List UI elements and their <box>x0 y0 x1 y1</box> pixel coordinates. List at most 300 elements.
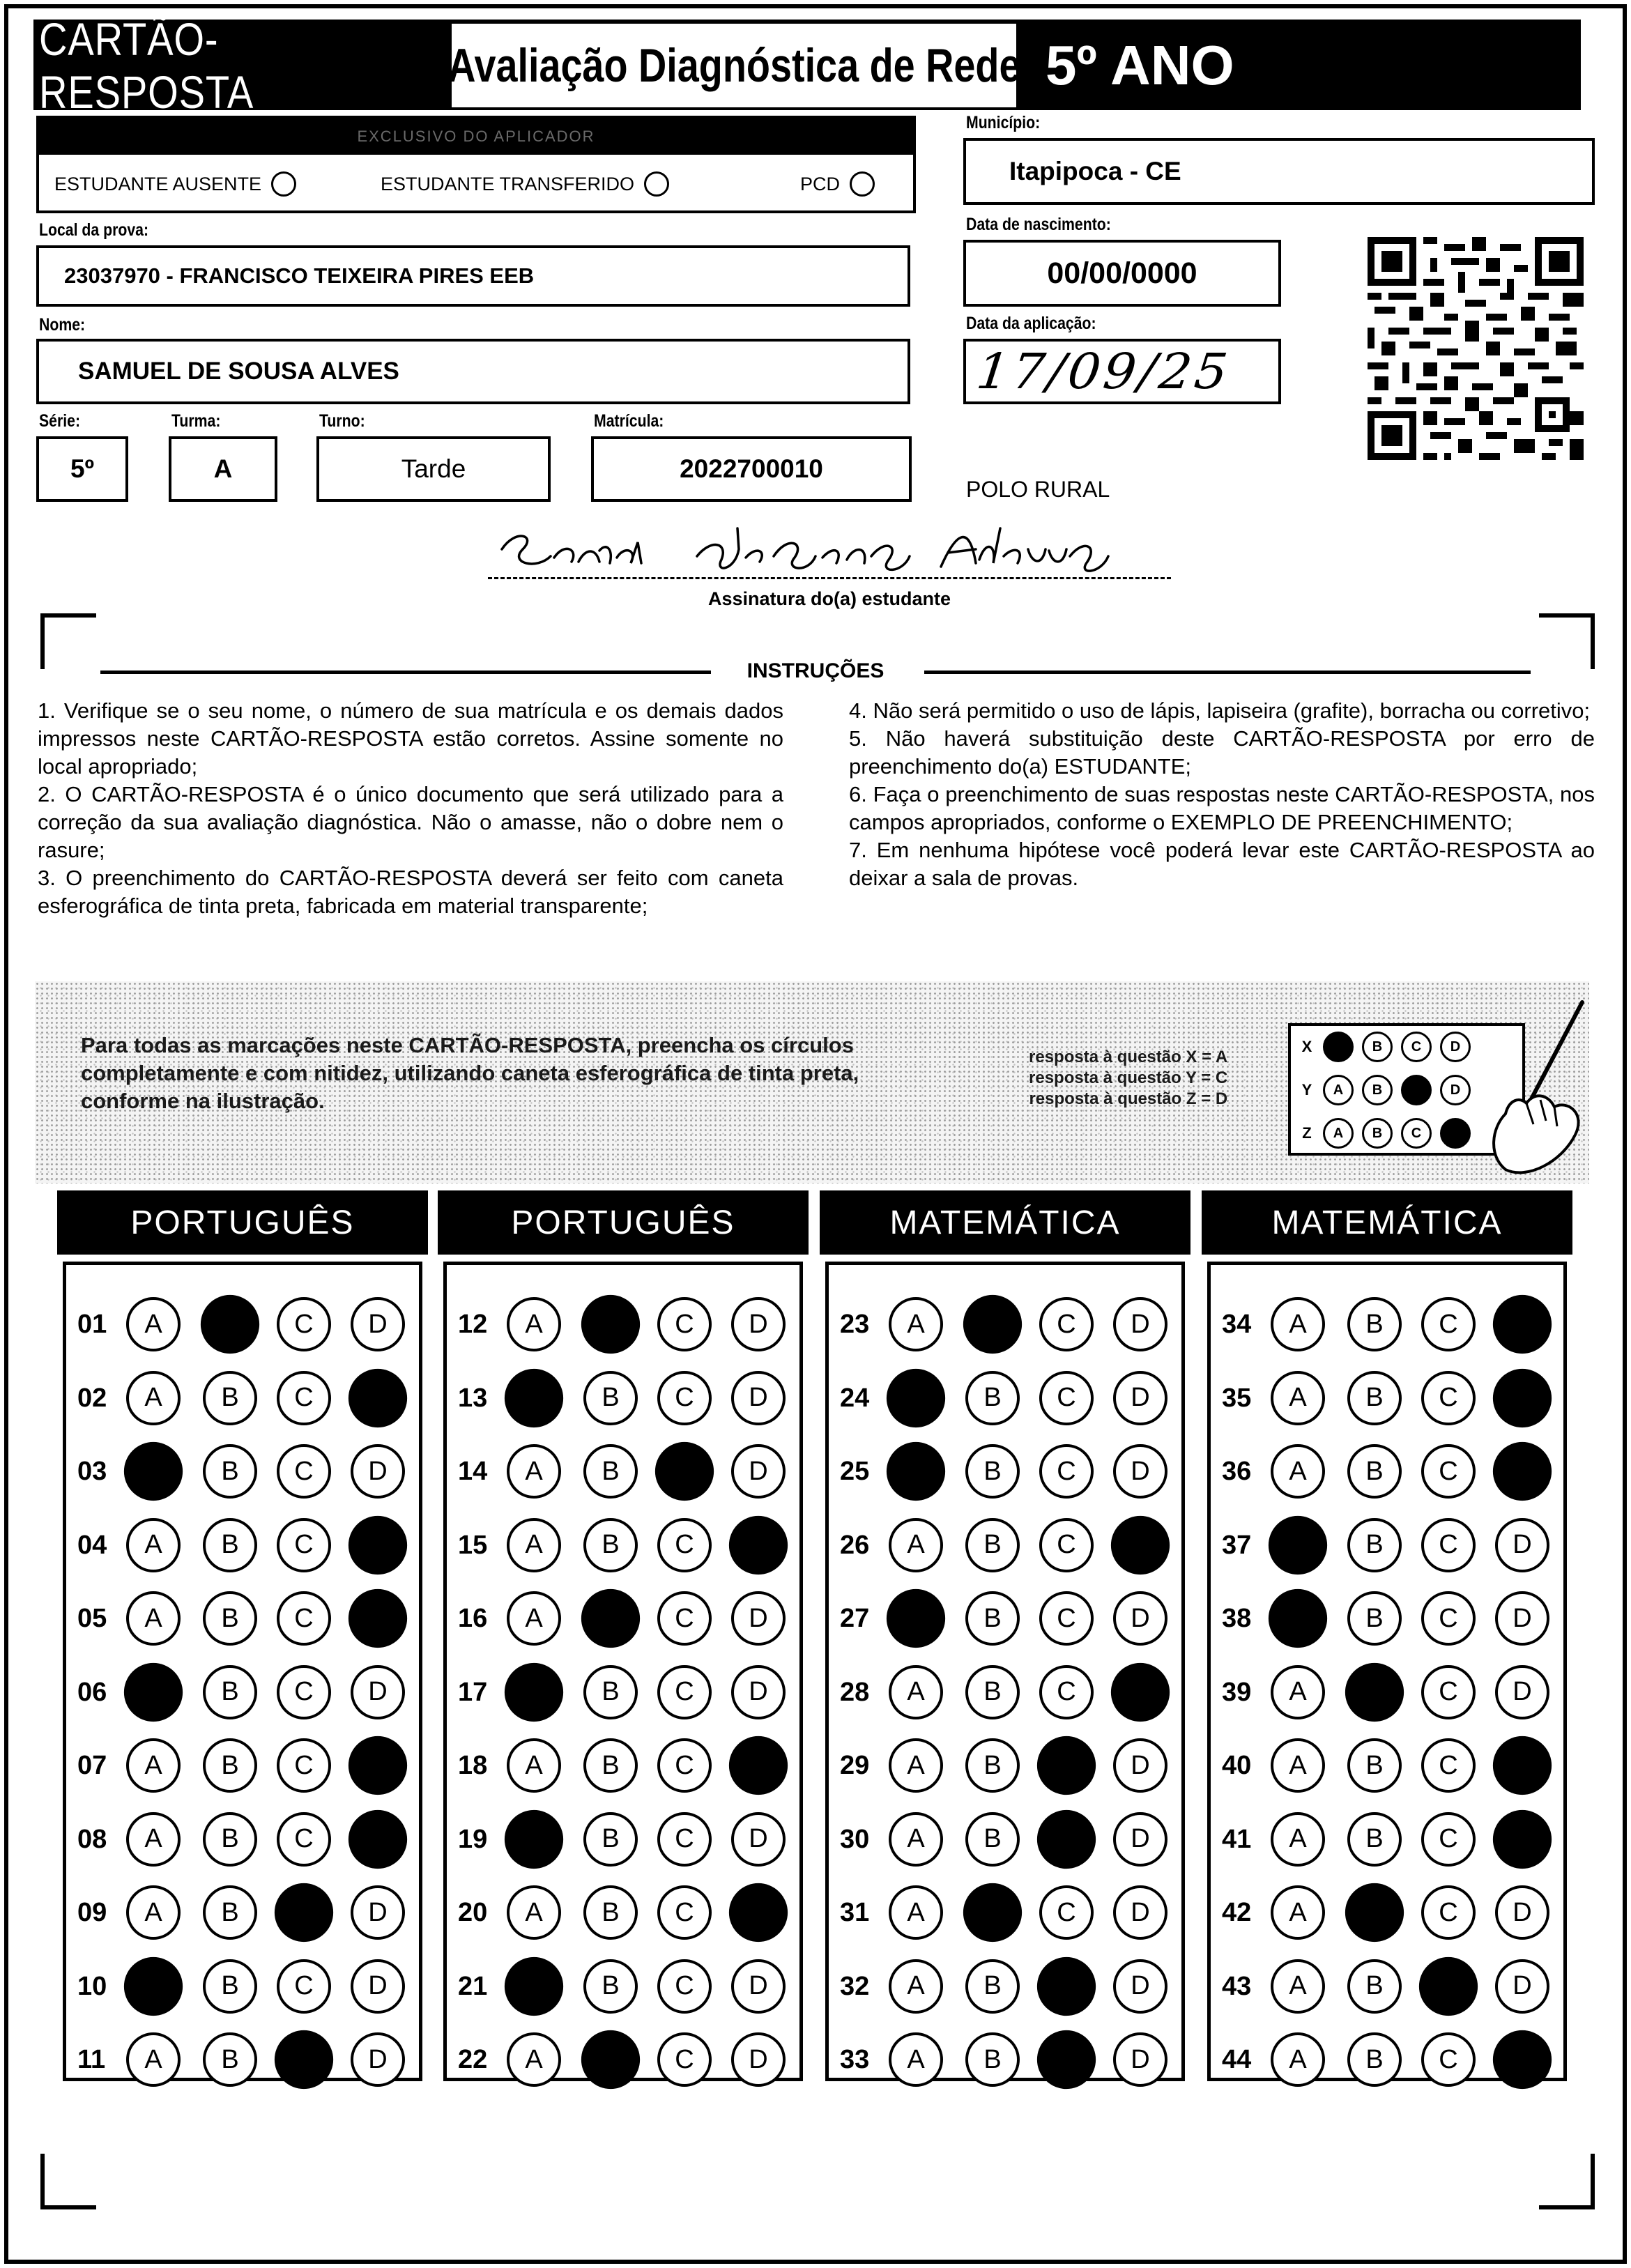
answer-bubble-b[interactable]: B <box>583 1885 638 1940</box>
answer-bubble-d[interactable] <box>729 1883 788 1942</box>
answer-bubble-d[interactable]: D <box>731 1812 786 1867</box>
answer-bubble-d[interactable]: D <box>731 1591 786 1646</box>
answer-bubble-c[interactable]: C <box>1039 1518 1094 1572</box>
serie-label: Série: <box>39 411 81 431</box>
answer-bubble-a[interactable]: A <box>1271 1738 1325 1793</box>
answer-bubble-a[interactable] <box>505 1809 563 1868</box>
answer-bubble-c[interactable] <box>655 1442 714 1501</box>
question-number: 19 <box>458 1824 488 1854</box>
answer-bubble-d[interactable]: D <box>1495 1885 1549 1940</box>
answer-bubble-b[interactable]: B <box>1347 1959 1402 2014</box>
answer-bubble-a[interactable] <box>887 1368 945 1427</box>
answer-bubble-b[interactable]: B <box>203 1885 257 1940</box>
answer-bubble-b[interactable]: B <box>583 1371 638 1425</box>
answer-bubble-c[interactable]: C <box>277 1959 331 2014</box>
fill-example-key: X <box>1301 1038 1312 1055</box>
question-number: 08 <box>77 1824 107 1854</box>
answer-bubble-b[interactable]: B <box>203 1371 257 1425</box>
answer-bubble-d[interactable]: D <box>1495 1959 1549 2014</box>
answer-bubble-b[interactable] <box>581 2030 640 2089</box>
answer-bubble-b[interactable]: B <box>965 1959 1020 2014</box>
answer-bubble-d[interactable]: D <box>1495 1665 1549 1719</box>
question-number: 37 <box>1222 1530 1252 1560</box>
answer-bubble-c[interactable]: C <box>277 1297 331 1351</box>
answer-bubble-b[interactable] <box>1345 1883 1404 1942</box>
hand-pen-icon <box>1485 995 1589 1177</box>
answer-bubble-a[interactable] <box>505 1368 563 1427</box>
answer-bubble-a[interactable] <box>887 1589 945 1648</box>
answer-bubble-a[interactable]: A <box>889 1665 943 1719</box>
answer-bubble-c[interactable]: C <box>657 1665 712 1719</box>
answer-bubble-b[interactable]: B <box>203 1518 257 1572</box>
answer-bubble-d[interactable]: D <box>731 2032 786 2087</box>
answer-bubble-d[interactable]: D <box>731 1371 786 1425</box>
question-number: 39 <box>1222 1677 1252 1707</box>
instruction-1: 1. Verifique se o seu nome, o número de sua matrícula e os demais dados impressos neste CARTÃO-RESPOSTA estão corretos. Assine somente no local apropriado; <box>38 698 783 779</box>
answer-bubble-d[interactable] <box>349 1515 407 1574</box>
application-date-value: 17/09/25 <box>973 343 1234 400</box>
fill-example-key: Z <box>1302 1124 1312 1142</box>
answer-bubble-b[interactable]: B <box>965 2032 1020 2087</box>
answer-bubble-c[interactable]: C <box>657 2032 712 2087</box>
question-row <box>1211 1587 1563 1650</box>
answer-bubble-d[interactable]: D <box>351 1297 405 1351</box>
instruction-2: 2. O CARTÃO-RESPOSTA é o único documento que será utilizado para a correção da sua avaliação diagnóstica. Não o amasse, não o dobre nem o rasure; <box>38 782 783 862</box>
answer-bubble-c[interactable] <box>1037 1809 1096 1868</box>
question-number: 25 <box>840 1457 870 1486</box>
answer-bubble-d[interactable]: D <box>1113 1297 1167 1351</box>
pcd-option[interactable] <box>800 171 875 197</box>
question-number: 32 <box>840 1971 870 2001</box>
answer-bubble-b[interactable]: B <box>1347 1591 1402 1646</box>
name-field <box>36 339 910 404</box>
question-row <box>66 1734 419 1797</box>
card-title: CARTÃO-RESPOSTA <box>39 13 254 118</box>
fill-example-bubble: C <box>1401 1032 1432 1062</box>
question-row <box>829 1587 1181 1650</box>
fill-example-key: Y <box>1301 1081 1312 1098</box>
matricula-value: 2022700010 <box>680 454 823 483</box>
answer-bubble-b[interactable]: B <box>203 1812 257 1867</box>
local-field <box>36 245 910 307</box>
applicator-box <box>36 116 916 213</box>
answer-bubble-c[interactable]: C <box>1421 1665 1476 1719</box>
answer-bubble-b[interactable] <box>201 1295 259 1354</box>
answer-bubble-d[interactable] <box>1111 1515 1170 1574</box>
question-number: 14 <box>458 1457 488 1486</box>
answer-bubble-b[interactable]: B <box>203 1444 257 1499</box>
answer-bubble-a[interactable]: A <box>126 1885 181 1940</box>
answer-bubble-b[interactable]: B <box>1347 1738 1402 1793</box>
answer-bubble-b[interactable]: B <box>583 1959 638 2014</box>
application-date-field[interactable] <box>963 339 1281 404</box>
answer-bubble-d[interactable] <box>1493 1368 1552 1427</box>
answer-bubble-d[interactable] <box>349 1809 407 1868</box>
answer-bubble-d[interactable]: D <box>1113 2032 1167 2087</box>
fill-example-bubble <box>1401 1075 1432 1105</box>
answer-bubble-d[interactable] <box>1111 1662 1170 1721</box>
answer-bubble-d[interactable] <box>349 1589 407 1648</box>
answer-bubble-a[interactable]: A <box>889 1885 943 1940</box>
answer-bubble-c[interactable]: C <box>1421 1885 1476 1940</box>
legend-line-y: resposta à questão Y = C <box>1029 1068 1228 1087</box>
answer-bubble-a[interactable]: A <box>1271 1959 1325 2014</box>
answer-bubble-c[interactable]: C <box>1039 1444 1094 1499</box>
answer-bubble-b[interactable]: B <box>203 1665 257 1719</box>
answer-bubble-b[interactable]: B <box>965 1444 1020 1499</box>
answer-bubble-b[interactable]: B <box>203 2032 257 2087</box>
answer-bubble-a[interactable]: A <box>1271 1444 1325 1499</box>
municipio-label: Município: <box>966 113 1041 132</box>
turno-value: Tarde <box>401 454 466 483</box>
answer-bubble-d[interactable]: D <box>1113 1371 1167 1425</box>
question-number: 15 <box>458 1530 488 1560</box>
answer-bubble-a[interactable]: A <box>126 1591 181 1646</box>
transferred-option[interactable] <box>381 171 669 197</box>
question-row <box>66 1661 419 1724</box>
answer-bubble-a[interactable]: A <box>889 2032 943 2087</box>
question-number: 40 <box>1222 1751 1252 1780</box>
answer-bubble-d[interactable] <box>1493 1295 1552 1354</box>
answer-bubble-b[interactable]: B <box>583 1444 638 1499</box>
question-row <box>66 1367 419 1430</box>
answer-bubble-c[interactable]: C <box>657 1518 712 1572</box>
answer-bubble-a[interactable]: A <box>126 1297 181 1351</box>
signature-text: Samuel de Sousa Alves <box>488 498 606 510</box>
answer-bubble-c[interactable]: C <box>1039 1591 1094 1646</box>
answer-bubble-c[interactable]: C <box>657 1812 712 1867</box>
answer-bubble-b[interactable] <box>963 1883 1022 1942</box>
answer-bubble-c[interactable] <box>1037 1956 1096 2015</box>
local-value: 23037970 - FRANCISCO TEIXEIRA PIRES EEB <box>64 263 535 288</box>
answer-bubble-b[interactable] <box>581 1589 640 1648</box>
answer-bubble-b[interactable]: B <box>583 1812 638 1867</box>
question-row <box>447 1514 799 1577</box>
answer-bubble-c[interactable]: C <box>1421 1444 1476 1499</box>
answer-bubble-c[interactable] <box>275 1883 333 1942</box>
question-row <box>66 1293 419 1356</box>
answer-bubble-c[interactable]: C <box>277 1591 331 1646</box>
grade-title: 5º ANO <box>1046 34 1234 96</box>
instructions-rule-right <box>924 671 1531 674</box>
question-row <box>1211 1808 1563 1871</box>
answer-bubble-d[interactable]: D <box>1113 1591 1167 1646</box>
answer-bubble-c[interactable]: C <box>657 1885 712 1940</box>
answer-bubble-c[interactable]: C <box>1039 1297 1094 1351</box>
answer-bubble-c[interactable]: C <box>1421 1812 1476 1867</box>
question-number: 43 <box>1222 1971 1252 2001</box>
question-row <box>66 1955 419 2018</box>
instructions-right <box>849 697 1595 892</box>
question-row <box>447 1587 799 1650</box>
answer-bubble-d[interactable]: D <box>731 1444 786 1499</box>
answer-bubble-b[interactable] <box>581 1295 640 1354</box>
instructions-rule-left <box>100 671 711 674</box>
answer-bubble-b[interactable]: B <box>583 1665 638 1719</box>
answer-bubble-a[interactable]: A <box>889 1518 943 1572</box>
answer-bubble-a[interactable]: A <box>507 1444 561 1499</box>
answer-bubble-d[interactable]: D <box>1113 1959 1167 2014</box>
answer-bubble-c[interactable]: C <box>1421 1371 1476 1425</box>
answer-bubble-c[interactable]: C <box>277 1738 331 1793</box>
answer-bubble-a[interactable]: A <box>1271 2032 1325 2087</box>
answer-bubble-b[interactable]: B <box>965 1665 1020 1719</box>
matricula-field <box>591 436 912 502</box>
answer-bubble-b[interactable]: B <box>203 1738 257 1793</box>
answer-bubble-d[interactable]: D <box>1113 1885 1167 1940</box>
question-number: 28 <box>840 1677 870 1707</box>
instruction-3: 3. O preenchimento do CARTÃO-RESPOSTA deverá ser feito com caneta esferográfica de tinta preta, fabricada em material transparente; <box>38 866 783 918</box>
corner-mark-top-right <box>1539 613 1595 669</box>
question-row <box>829 1293 1181 1356</box>
answer-bubble-a[interactable]: A <box>507 1591 561 1646</box>
instruction-6: 6. Faça o preenchimento de suas respostas neste CARTÃO-RESPOSTA, nos campos apropriados, conforme o EXEMPLO DE PREENCHIMENTO; <box>849 782 1595 834</box>
answer-bubble-c[interactable]: C <box>277 1665 331 1719</box>
question-row <box>66 2028 419 2091</box>
answer-bubble-b[interactable]: B <box>1347 1812 1402 1867</box>
answer-bubble-d[interactable]: D <box>351 1444 405 1499</box>
answer-bubble-d[interactable]: D <box>351 1885 405 1940</box>
answer-bubble-b[interactable]: B <box>965 1518 1020 1572</box>
answer-bubble-a[interactable]: A <box>126 1518 181 1572</box>
answer-bubble-c[interactable]: C <box>657 1297 712 1351</box>
answer-bubble-b[interactable] <box>963 1295 1022 1354</box>
answer-bubble-a[interactable]: A <box>1271 1297 1325 1351</box>
answer-bubble-d[interactable] <box>1493 1809 1552 1868</box>
instructions-left <box>38 697 783 920</box>
answer-bubble-d[interactable]: D <box>731 1297 786 1351</box>
answer-bubble-c[interactable]: C <box>657 1371 712 1425</box>
question-row <box>66 1881 419 1944</box>
answer-bubble-c[interactable]: C <box>1421 2032 1476 2087</box>
question-row <box>66 1514 419 1577</box>
answer-bubble-a[interactable]: A <box>1271 1885 1325 1940</box>
answer-bubble-c[interactable]: C <box>657 1959 712 2014</box>
question-row <box>447 1367 799 1430</box>
question-number: 38 <box>1222 1604 1252 1633</box>
answer-bubble-a[interactable]: A <box>126 1812 181 1867</box>
answer-column <box>443 1262 803 2081</box>
answer-bubble-a[interactable]: A <box>507 1885 561 1940</box>
answer-bubble-c[interactable]: C <box>277 1812 331 1867</box>
answer-bubble-d[interactable] <box>729 1515 788 1574</box>
question-row <box>447 1955 799 2018</box>
answer-bubble-b[interactable]: B <box>583 1518 638 1572</box>
answer-bubble-d[interactable] <box>349 1368 407 1427</box>
answer-bubble-d[interactable] <box>1493 1442 1552 1501</box>
exam-title: Avaliação Diagnóstica de Rede <box>447 39 1021 92</box>
question-row <box>829 1808 1181 1871</box>
answer-bubble-c[interactable]: C <box>1039 1371 1094 1425</box>
answer-bubble-a[interactable]: A <box>507 1518 561 1572</box>
answer-bubble-c[interactable]: C <box>1039 1665 1094 1719</box>
application-date-label: Data da aplicação: <box>966 314 1096 333</box>
answer-bubble-b[interactable]: B <box>1347 2032 1402 2087</box>
answer-bubble-d[interactable] <box>1493 1736 1552 1795</box>
question-number: 29 <box>840 1751 870 1780</box>
answer-bubble-a[interactable]: A <box>889 1959 943 2014</box>
birth-value: 00/00/0000 <box>1047 256 1197 290</box>
fill-example-bubble: C <box>1401 1118 1432 1149</box>
fill-example-bubble: A <box>1323 1075 1354 1105</box>
question-number: 02 <box>77 1383 107 1413</box>
answer-bubble-a[interactable]: A <box>889 1738 943 1793</box>
answer-bubble-c[interactable]: C <box>1039 1885 1094 1940</box>
question-number: 09 <box>77 1898 107 1927</box>
answer-column <box>63 1262 422 2081</box>
fill-example-bubble: B <box>1362 1075 1393 1105</box>
answer-bubble-c[interactable]: C <box>277 1371 331 1425</box>
question-number: 06 <box>77 1677 107 1707</box>
answer-bubble-a[interactable]: A <box>1271 1371 1325 1425</box>
pcd-bubble[interactable] <box>850 171 875 197</box>
answer-bubble-c[interactable] <box>1037 2030 1096 2089</box>
answer-bubble-d[interactable]: D <box>1113 1738 1167 1793</box>
answer-bubble-c[interactable]: C <box>1421 1518 1476 1572</box>
answer-bubble-a[interactable]: A <box>507 1297 561 1351</box>
answer-bubble-a[interactable]: A <box>1271 1812 1325 1867</box>
question-number: 17 <box>458 1677 488 1707</box>
signature-line <box>488 577 1171 579</box>
fill-example-bubble: D <box>1440 1075 1471 1105</box>
answer-bubble-a[interactable]: A <box>126 2032 181 2087</box>
question-number: 30 <box>840 1824 870 1854</box>
answer-bubble-b[interactable]: B <box>203 1959 257 2014</box>
birth-field <box>963 240 1281 307</box>
turma-value: A <box>213 454 233 483</box>
transferred-bubble[interactable] <box>644 171 669 197</box>
answer-bubble-a[interactable]: A <box>507 2032 561 2087</box>
fill-example-bubble <box>1440 1118 1471 1149</box>
answer-bubble-a[interactable]: A <box>889 1812 943 1867</box>
answer-bubble-b[interactable]: B <box>965 1591 1020 1646</box>
answer-bubble-a[interactable]: A <box>126 1738 181 1793</box>
question-number: 16 <box>458 1604 488 1633</box>
question-number: 35 <box>1222 1383 1252 1413</box>
answer-bubble-b[interactable]: B <box>1347 1371 1402 1425</box>
answer-bubble-d[interactable]: D <box>1495 1518 1549 1572</box>
answer-bubble-b[interactable]: B <box>1347 1444 1402 1499</box>
fill-example-bubble: A <box>1323 1118 1354 1149</box>
answer-bubble-c[interactable]: C <box>277 1444 331 1499</box>
question-row <box>829 1881 1181 1944</box>
absent-option[interactable] <box>54 171 296 197</box>
answer-bubble-a[interactable] <box>124 1442 183 1501</box>
question-row <box>829 1734 1181 1797</box>
turma-label: Turma: <box>171 411 221 431</box>
answer-column <box>825 1262 1185 2081</box>
answer-bubble-a[interactable]: A <box>1271 1665 1325 1719</box>
answer-bubble-a[interactable]: A <box>126 1371 181 1425</box>
answer-bubble-a[interactable] <box>505 1956 563 2015</box>
answer-bubble-c[interactable]: C <box>657 1591 712 1646</box>
answer-bubble-d[interactable] <box>349 1736 407 1795</box>
corner-mark-bottom-left <box>40 2154 96 2209</box>
answer-bubble-d[interactable] <box>729 1736 788 1795</box>
absent-bubble[interactable] <box>271 171 296 197</box>
question-number: 26 <box>840 1530 870 1560</box>
qr-code-icon <box>1368 237 1584 460</box>
answer-bubble-c[interactable] <box>1037 1736 1096 1795</box>
municipio-value: Itapipoca - CE <box>1009 157 1181 185</box>
turno-label: Turno: <box>319 411 365 431</box>
answer-bubble-c[interactable]: C <box>657 1738 712 1793</box>
question-number: 10 <box>77 1971 107 2001</box>
answer-bubble-c[interactable]: C <box>1421 1297 1476 1351</box>
question-number: 21 <box>458 1971 488 2001</box>
answer-bubble-a[interactable] <box>124 1956 183 2015</box>
question-row <box>829 1661 1181 1724</box>
answer-bubble-b[interactable] <box>1345 1662 1404 1721</box>
corner-mark-top-left <box>40 613 96 669</box>
answer-bubble-b[interactable]: B <box>583 1738 638 1793</box>
applicator-strip: EXCLUSIVO DO APLICADOR <box>39 118 913 155</box>
question-number: 13 <box>458 1383 488 1413</box>
answer-bubble-b[interactable]: B <box>965 1812 1020 1867</box>
question-number: 44 <box>1222 2045 1252 2074</box>
question-row <box>1211 1661 1563 1724</box>
question-number: 01 <box>77 1310 107 1339</box>
answer-bubble-d[interactable]: D <box>351 1959 405 2014</box>
answer-bubble-b[interactable]: B <box>1347 1297 1402 1351</box>
answer-column <box>1207 1262 1567 2081</box>
answer-bubble-d[interactable]: D <box>731 1959 786 2014</box>
question-row <box>1211 1881 1563 1944</box>
answer-bubble-a[interactable]: A <box>507 1738 561 1793</box>
answer-bubble-d[interactable] <box>1493 2030 1552 2089</box>
answer-bubble-b[interactable]: B <box>965 1738 1020 1793</box>
answer-bubble-a[interactable]: A <box>889 1297 943 1351</box>
answer-bubble-b[interactable]: B <box>203 1591 257 1646</box>
answer-bubble-c[interactable] <box>275 2030 333 2089</box>
answer-bubble-d[interactable]: D <box>1113 1444 1167 1499</box>
question-row <box>829 1514 1181 1577</box>
answer-bubble-c[interactable] <box>1419 1956 1478 2015</box>
name-value: SAMUEL DE SOUSA ALVES <box>78 358 399 385</box>
answer-bubble-d[interactable]: D <box>351 1665 405 1719</box>
answer-bubble-c[interactable]: C <box>1421 1738 1476 1793</box>
question-number: 04 <box>77 1530 107 1560</box>
answer-bubble-b[interactable]: B <box>965 1371 1020 1425</box>
answer-bubble-d[interactable]: D <box>731 1665 786 1719</box>
question-row <box>1211 1514 1563 1577</box>
answer-bubble-a[interactable] <box>505 1662 563 1721</box>
question-row <box>829 2028 1181 2091</box>
question-number: 41 <box>1222 1824 1252 1854</box>
answer-bubble-c[interactable]: C <box>277 1518 331 1572</box>
subject-header: MATEMÁTICA <box>820 1190 1190 1255</box>
answer-bubble-a[interactable] <box>1269 1515 1327 1574</box>
answer-bubble-a[interactable] <box>1269 1589 1327 1648</box>
subject-header: PORTUGUÊS <box>57 1190 428 1255</box>
question-row <box>447 1734 799 1797</box>
answer-bubble-d[interactable]: D <box>1113 1812 1167 1867</box>
answer-bubble-d[interactable]: D <box>351 2032 405 2087</box>
answer-bubble-a[interactable] <box>887 1442 945 1501</box>
fill-example-text: Para todas as marcações neste CARTÃO-RESPOSTA, preencha os círculos completamente e com nitidez, utilizando caneta esferográfica de tinta preta, conforme na ilustração. <box>81 1033 859 1113</box>
fill-example-bubble: B <box>1362 1118 1393 1149</box>
answer-bubble-a[interactable] <box>124 1662 183 1721</box>
answer-bubble-d[interactable]: D <box>1495 1591 1549 1646</box>
answer-bubble-c[interactable]: C <box>1421 1591 1476 1646</box>
corner-mark-bottom-right <box>1539 2154 1595 2209</box>
question-number: 33 <box>840 2045 870 2074</box>
fill-example-legend <box>1029 1047 1227 1110</box>
question-row <box>829 1440 1181 1503</box>
question-row <box>447 1661 799 1724</box>
question-number: 22 <box>458 2045 488 2074</box>
answer-bubble-b[interactable]: B <box>1347 1518 1402 1572</box>
